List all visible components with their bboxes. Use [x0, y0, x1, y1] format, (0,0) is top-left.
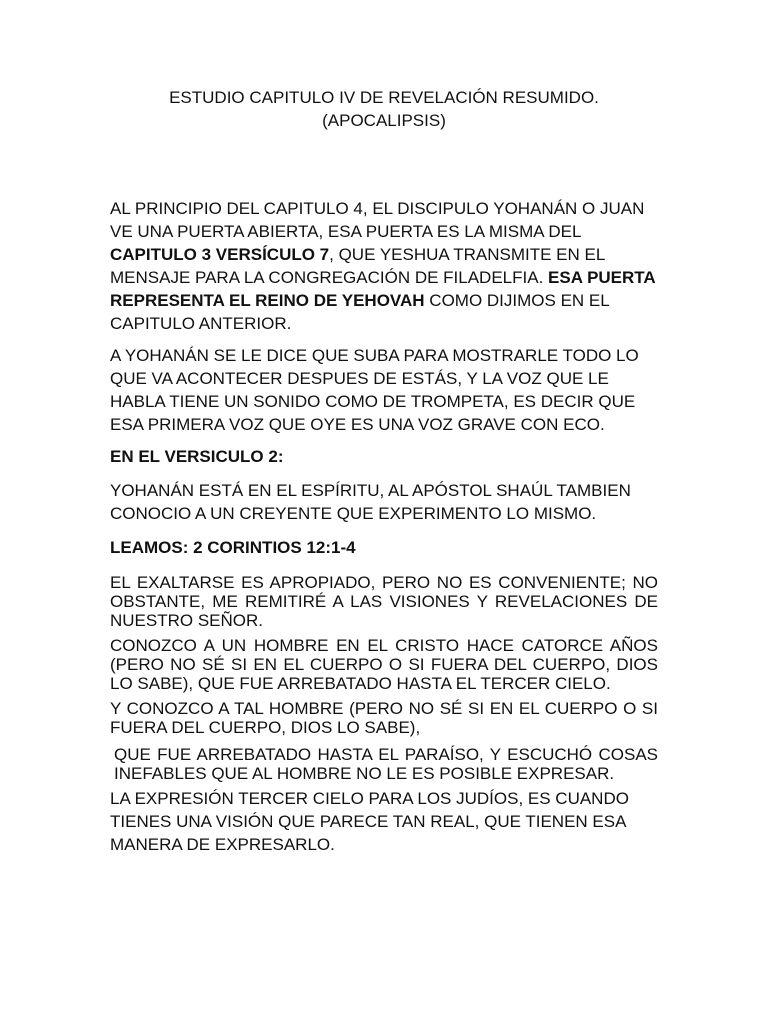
heading-versiculo-2: EN EL VERSICULO 2: — [110, 447, 284, 466]
bold-capitulo-reference: CAPITULO 3 VERSÍCULO 7 — [110, 245, 330, 264]
title-line-2: (APOCALIPSIS) — [322, 111, 446, 130]
paragraph-intro-text-3: COMO DIJIMOS EN EL CAPITULO ANTERIOR. — [110, 291, 610, 333]
bold-puerta-statement: ESA PUERTA REPRESENTA EL REINO DE YEHOVAH — [110, 268, 656, 310]
heading-leamos: LEAMOS: 2 CORINTIOS 12:1-4 — [110, 538, 356, 557]
paragraph-voz-trompeta: A YOHANÁN SE LE DICE QUE SUBA PARA MOSTRARLE TODO LO QUE VA ACONTECER DESPUES DE ESTÁS, Y LA VOZ QUE LE HABLA TIENE UN SONIDO COMO DE TROMPETA, ES DECIR QUE ESA PRIMERA VOZ QUE OYE ES UNA VOZ GRAVE CON ECO. — [110, 346, 639, 434]
paragraph-intro-text-1: AL PRINCIPIO DEL CAPITULO 4, EL DISCIPULO YOHANÁN O JUAN VE UNA PUERTA ABIERTA, ESA PUERTA ES LA MISMA DEL — [110, 199, 645, 241]
quote-verse-3: Y CONOZCO A TAL HOMBRE (PERO NO SÉ SI EN EL CUERPO O SI FUERA DEL CUERPO, DIOS LO SABE), — [110, 699, 658, 737]
quote-verse-2: CONOZCO A UN HOMBRE EN EL CRISTO HACE CATORCE AÑOS (PERO NO SÉ SI EN EL CUERPO O SI FUERA DEL CUERPO, DIOS LO SABE), QUE FUE ARREBATADO HASTA EL TERCER CIELO. — [110, 636, 658, 693]
quote-verse-4: QUE FUE ARREBATADO HASTA EL PARAÍSO, Y ESCUCHÓ COSAS INEFABLES QUE AL HOMBRE NO LE ES POSIBLE EXPRESAR. — [114, 745, 658, 783]
paragraph-intro — [110, 197, 658, 335]
paragraph-espiritu: YOHANÁN ESTÁ EN EL ESPÍRITU, AL APÓSTOL SHAÚL TAMBIEN CONOCIO A UN CREYENTE QUE EXPERIMENTO LO MISMO. — [110, 481, 631, 523]
title-line-1: ESTUDIO CAPITULO IV DE REVELACIÓN RESUMIDO. — [169, 88, 599, 107]
quote-verse-1: EL EXALTARSE ES APROPIADO, PERO NO ES CONVENIENTE; NO OBSTANTE, ME REMITIRÉ A LAS VISIONES Y REVELACIONES DE NUESTRO SEÑOR. — [110, 573, 658, 630]
document-page — [110, 86, 658, 856]
paragraph-tercer-cielo: LA EXPRESIÓN TERCER CIELO PARA LOS JUDÍOS, ES CUANDO TIENES UNA VISIÓN QUE PARECE TAN REAL, QUE TIENEN ESA MANERA DE EXPRESARLO. — [110, 789, 629, 854]
paragraph-intro-text-2: , QUE YESHUA TRANSMITE EN EL MENSAJE PARA LA CONGREGACIÓN DE FILADELFIA. — [110, 245, 605, 287]
document-title — [110, 86, 658, 132]
